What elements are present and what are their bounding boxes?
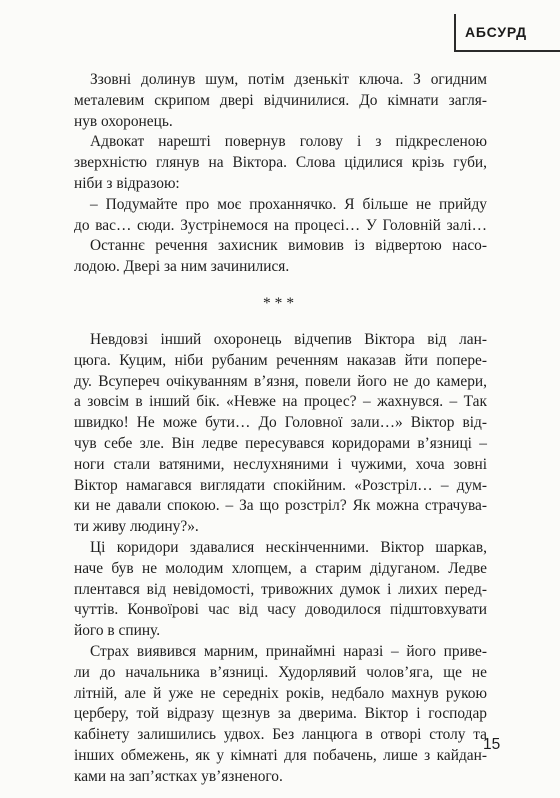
text-line: ками на зап’ястках ув’язненого. [74,767,283,785]
text-line: до вас… сюди. Зустрінемося на процесі… У Головній залі… [74,216,487,234]
body-text [74,70,487,788]
text-line: ду. Всупереч очікуванням в’язня, повели його не до камери, [74,372,487,390]
text-line: плентався від невідомості, тривожних думок і лихих перед- [74,580,487,598]
running-head-frame [454,14,560,52]
text-line: ніби з відразою: [74,174,180,192]
text-line: – Подумайте про моє проханнячко. Я більше не прийду [90,195,487,213]
text-line: нув охоронець. [74,112,173,130]
text-line: ноги стали ватяними, неслухняними і чужими, хоча зовні [74,455,487,473]
text-line: Віктор намагався виглядати спокійним. «Розстріл… – дум- [74,476,487,494]
text-line: літній, але й уже не середніх років, недбало махнув рукою [74,684,487,702]
text-line: його в спину. [74,622,161,640]
running-head: АБСУРД [465,24,527,40]
text-line: інших обмежень, як у кімнаті для побачень, лише з кайдан- [74,746,487,764]
text-line: Ззовні долинув шум, потім дзенькіт ключа. З огидним [90,71,487,88]
text-line: металевим скрипом двері відчинилися. До кімнати загля- [74,91,487,109]
text-line: Невдовзі інший охоронець відчепив Віктора від лан- [90,330,487,348]
text-line: Останнє речення захисник вимовив із відвертою насо- [90,237,487,255]
section-separator: *** [262,294,299,312]
text-line: чуттів. Конвоїрові час від часу доводилося підштовхувати [74,601,487,619]
text-line: ки не давали спокою. – За що розстріл? Як можна страчува- [74,497,487,515]
text-line: Страх виявився марним, принаймні наразі – його приве- [90,642,487,660]
text-line: чув себе зле. Він ледве пересувався коридорами в’язниці – [74,434,487,452]
text-line: Ці коридори здавалися нескінченними. Віктор шаркав, [90,538,487,556]
text-line: а зовсім в інший бік. «Невже на процес? – жахнувся. – Так [74,393,487,411]
text-line: ти живу людину?». [74,518,199,536]
text-line: зверхністю глянув на Віктора. Слова цідилися крізь губи, [74,154,487,172]
text-line: наче був не молодим хлопцем, а старим дідуганом. Ледве [74,559,487,577]
text-line: кабінету залишились удвох. Без ланцюга в отворі столу та [74,726,487,744]
text-line: цюга. Куцим, ніби рубаним реченням наказав йти попере- [74,351,487,369]
text-line: лодою. Двері за ним зачинилися. [74,258,290,276]
text-line: ли до начальника в’язниці. Худорлявий чолов’яга, ще не [74,663,487,681]
text-line: швидко! Не може бути… До Головної зали…» Віктор від- [74,414,487,432]
page-number: 15 [483,736,501,753]
text-line: церберу, той відразу щезнув за дверима. Віктор і господар [74,705,487,723]
text-line: Адвокат нарешті повернув голову і з підкресленою [90,133,487,151]
